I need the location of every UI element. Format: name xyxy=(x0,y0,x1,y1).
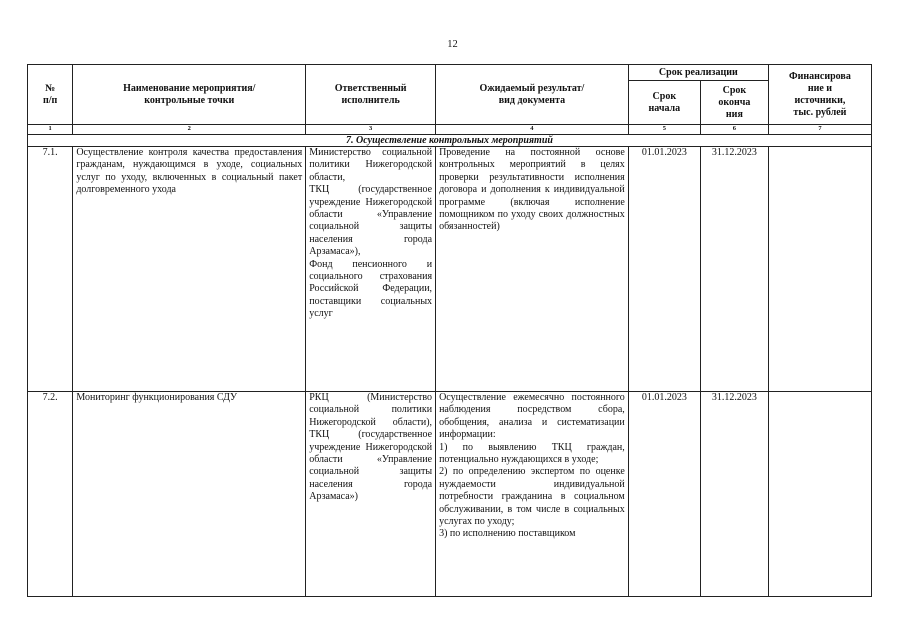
header-term: Срок реализации xyxy=(628,65,768,81)
activities-table xyxy=(27,64,872,597)
header-responsible: Ответственный исполнитель xyxy=(306,65,436,125)
row-number: 7.1. xyxy=(28,147,73,392)
financing xyxy=(768,392,871,597)
column-number: 2 xyxy=(73,125,306,135)
header-start-date: Срок начала xyxy=(628,81,700,125)
start-date: 01.01.2023 xyxy=(628,392,700,597)
header-financing: Финансирова ние и источники, тыс. рублей xyxy=(768,65,871,125)
responsible-executor: РКЦ (Министерство социальной политики Нижегородской области), ТКЦ (государственное учреждение Нижегородской области «Управление социальной защиты населения города Арзамаса») xyxy=(306,392,436,597)
start-date: 01.01.2023 xyxy=(628,147,700,392)
table-row xyxy=(28,392,872,597)
column-number: 6 xyxy=(700,125,768,135)
expected-result: Осуществление ежемесячно постоянного наблюдения посредством сбора, обобщения, анализа и систематизации информации: 1) по выявлению ТКЦ граждан, потенциально нуждающихся в уходе; 2) по определению экспертом по оценке нуждаемости индивидуальной потребности гражданина в социальном обслуживании, в том числе в социальных услугах по уходу; 3) по исполнению поставщиком xyxy=(436,392,629,597)
column-number-row xyxy=(28,125,872,135)
expected-result: Проведение на постоянной основе контрольных мероприятий в целях проверки результативности исполнения договора и дополнения к индивидуальной программе (включая исполнение помощником по уходу своих должностных обязанностей) xyxy=(436,147,629,392)
row-number: 7.2. xyxy=(28,392,73,597)
column-number: 5 xyxy=(628,125,700,135)
header-expected-result: Ожидаемый результат/ вид документа xyxy=(436,65,629,125)
header-end-date: Срок оконча ния xyxy=(700,81,768,125)
column-number: 1 xyxy=(28,125,73,135)
section-title: 7. Осуществление контрольных мероприятий xyxy=(28,135,872,147)
column-number: 4 xyxy=(436,125,629,135)
header-number: № п/п xyxy=(28,65,73,125)
page-number: 12 xyxy=(447,39,458,50)
section-row xyxy=(28,135,872,147)
header-activity-name: Наименование мероприятия/ контрольные точки xyxy=(73,65,306,125)
table-row xyxy=(28,147,872,392)
end-date: 31.12.2023 xyxy=(700,392,768,597)
financing xyxy=(768,147,871,392)
end-date: 31.12.2023 xyxy=(700,147,768,392)
responsible-executor: Министерство социальной политики Нижегородской области, ТКЦ (государственное учреждение Нижегородской области «Управление социальной защиты населения города Арзамаса»), Фонд пенсионного и социального страхования Российской Федерации, поставщики социальных услуг xyxy=(306,147,436,392)
column-number: 3 xyxy=(306,125,436,135)
activity-name: Осуществление контроля качества предоставления гражданам, нуждающимся в уходе, социальных услуг по уходу, включенных в социальный пакет долговременного ухода xyxy=(73,147,306,392)
activity-name: Мониторинг функционирования СДУ xyxy=(73,392,306,597)
column-number: 7 xyxy=(768,125,871,135)
